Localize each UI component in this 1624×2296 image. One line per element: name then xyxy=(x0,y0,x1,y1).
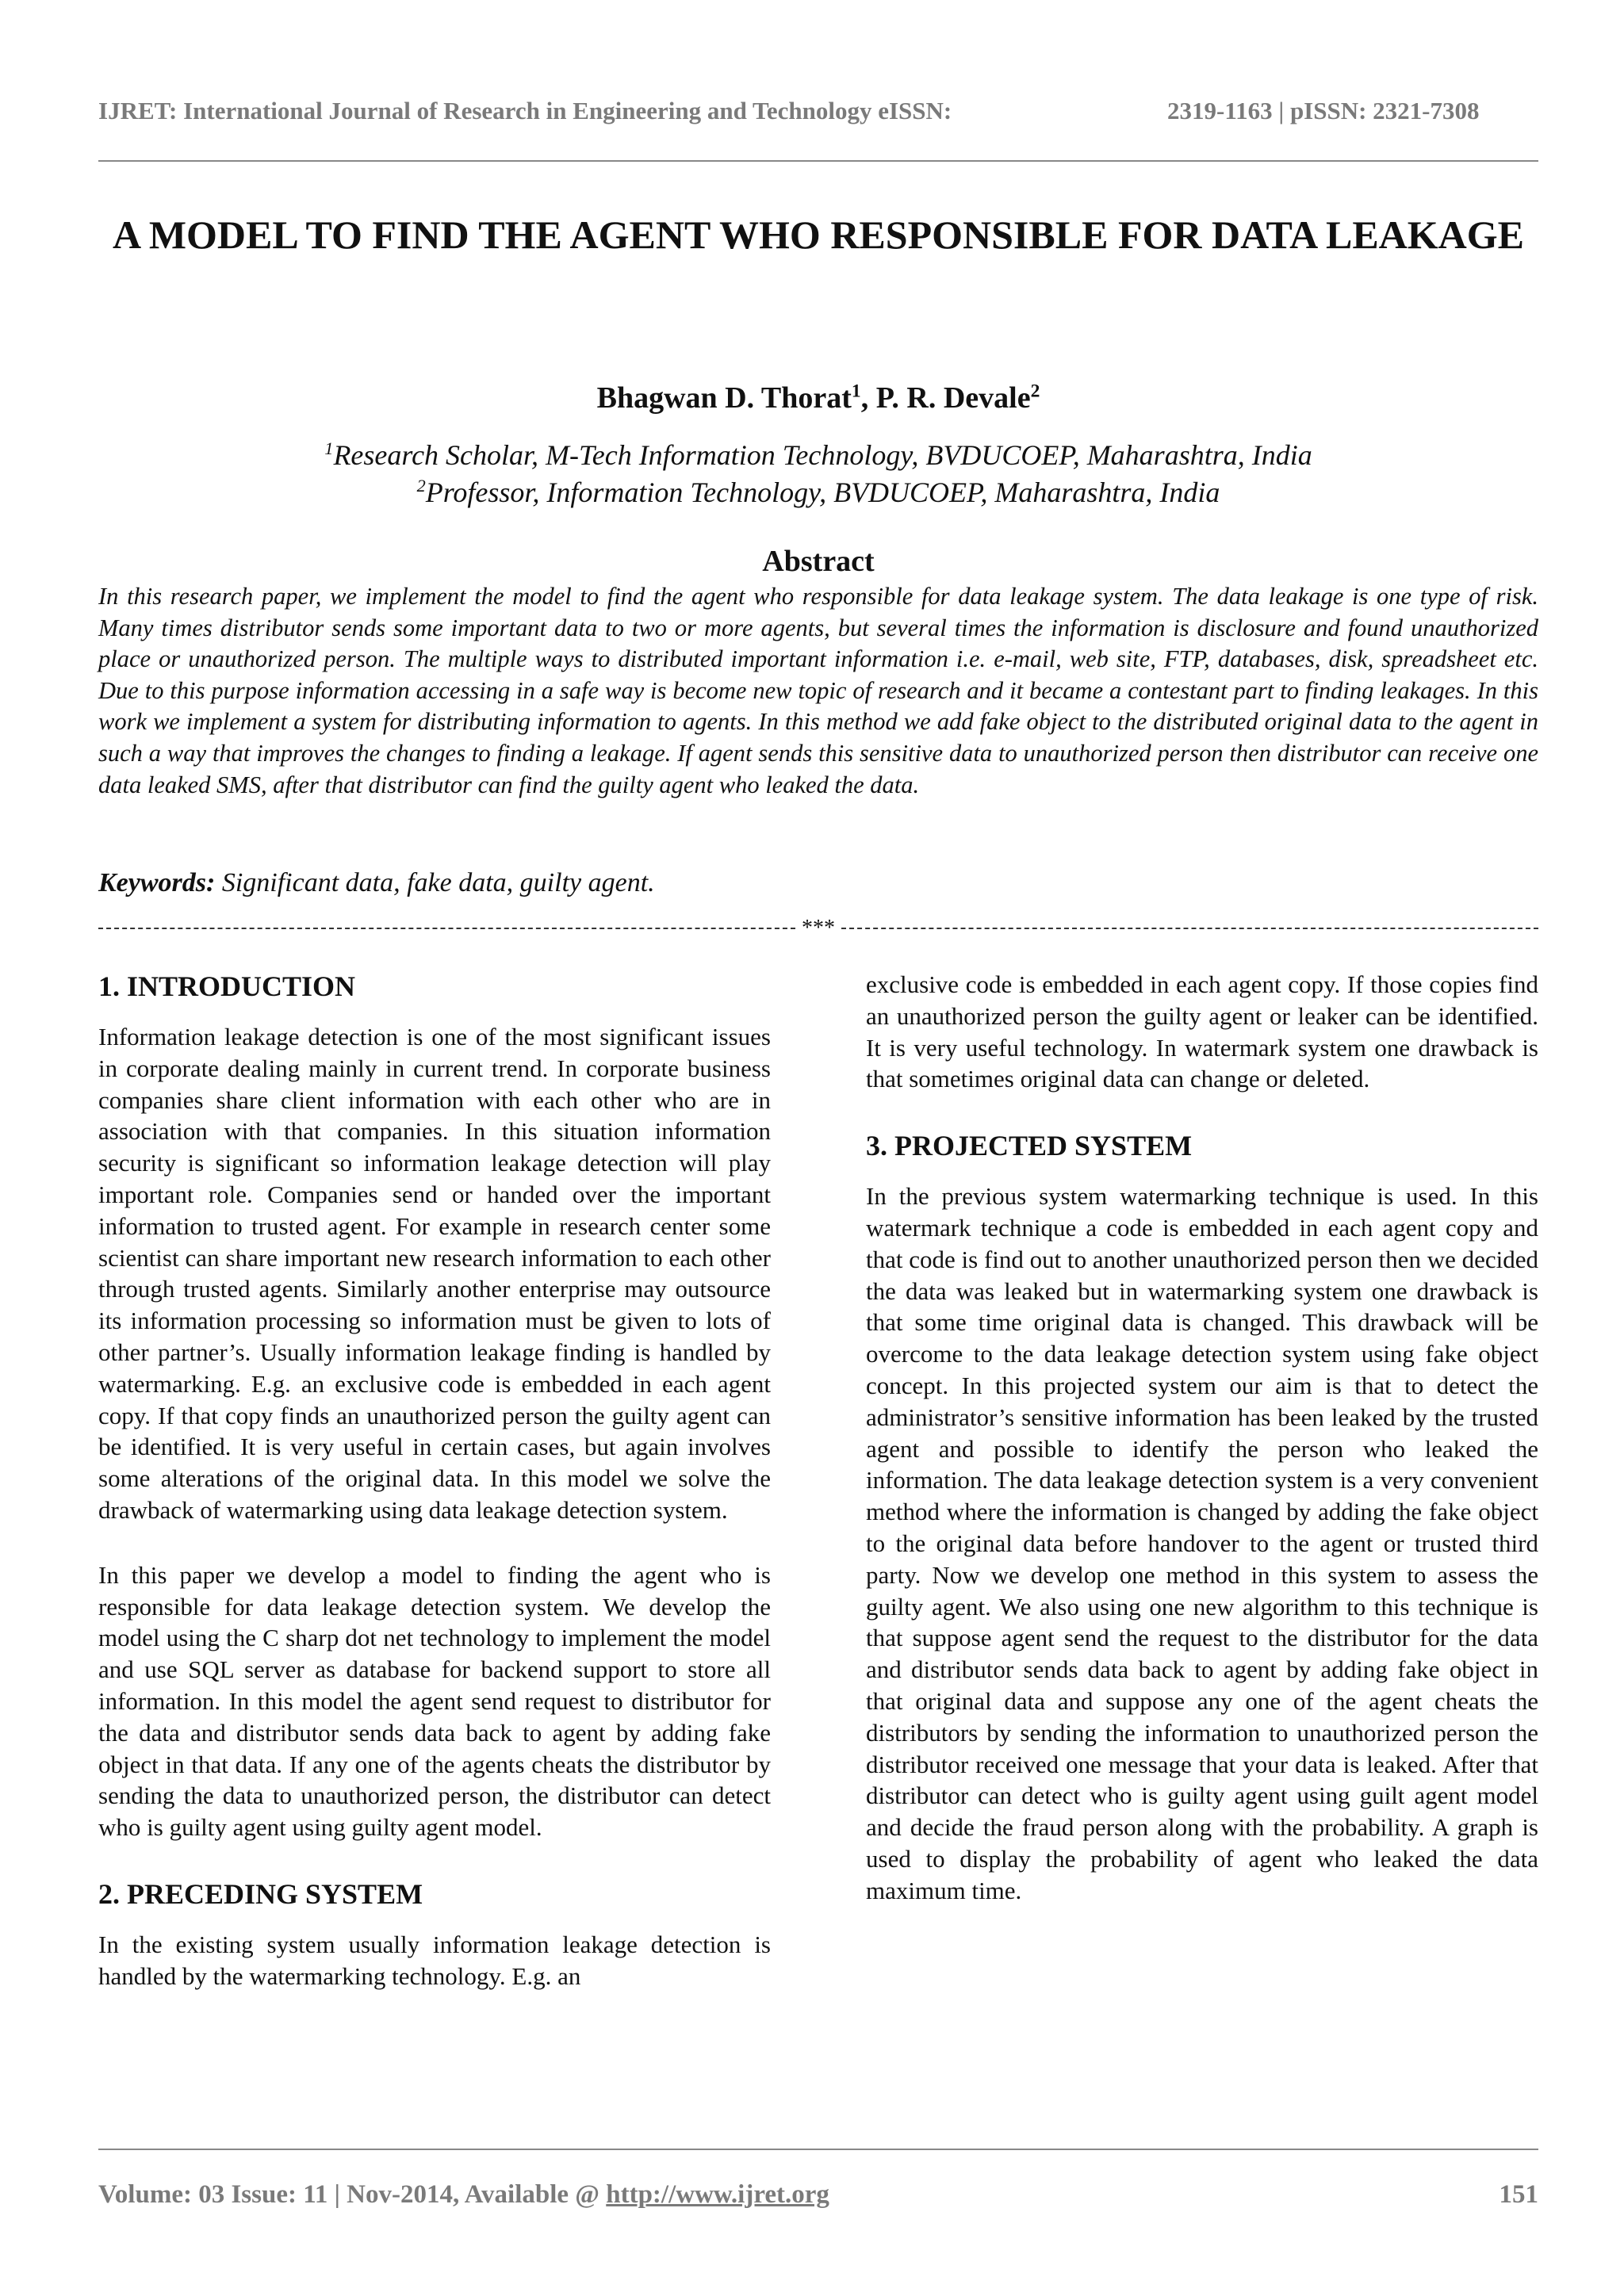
projected-system-heading: 3. PROJECTED SYSTEM xyxy=(866,1130,1193,1162)
preceding-system-paragraph-start: In the existing system usually information leakage detection is handled by the watermarking technology. E.g. an xyxy=(98,1930,771,1990)
introduction-heading: 1. INTRODUCTION xyxy=(98,970,356,1002)
running-header xyxy=(98,97,1542,125)
footer-link[interactable]: http://www.ijret.org xyxy=(606,2180,829,2209)
author-sup: 2 xyxy=(1030,381,1040,402)
journal-name: IJRET: International Journal of Research in Engineering and Technology eISSN: xyxy=(98,97,952,124)
separator-dash-left xyxy=(98,928,795,929)
header-rule xyxy=(98,160,1538,162)
author-sup: 1 xyxy=(851,381,861,402)
keywords-label: Keywords: xyxy=(98,868,216,897)
page-number: 151 xyxy=(1499,2180,1538,2209)
affiliation-text: Professor, Information Technology, BVDUCOEP, Maharashtra, India xyxy=(425,476,1220,508)
author-name: Bhagwan D. Thorat xyxy=(596,381,852,415)
introduction-paragraph-2: In this paper we develop a model to finding the agent who is responsible for data leakage detection system. We develop the model using the C sharp dot net technology to implement the model and use SQL server as database for backend support to store all information. In this model the agent send request to distributor for the data and distributor sends data back to agent by adding fake object in that data. If any one of the agents cheats the distributor by sending the data to unauthorized person, the distributor can detect who is guilty agent using guilty agent model. xyxy=(98,1560,771,1842)
author-line xyxy=(98,381,1538,415)
paper-title: A MODEL TO FIND THE AGENT WHO RESPONSIBLE FOR DATA LEAKAGE xyxy=(112,212,1525,257)
preceding-system-paragraph-continued: exclusive code is embedded in each agent copy. If those copies find an unauthorized person the guilty agent or leaker can be identified. It is very useful technology. In watermark system one drawback is that sometimes original data can change or deleted. xyxy=(866,970,1538,1093)
affiliation-2 xyxy=(98,476,1538,509)
affiliation-sup: 1 xyxy=(324,438,334,458)
affiliation-sup: 2 xyxy=(416,476,426,496)
left-column xyxy=(98,969,771,2026)
footer-text: Volume: 03 Issue: 11 | Nov-2014, Available @ xyxy=(98,2180,607,2209)
abstract-heading: Abstract xyxy=(762,545,875,578)
section-separator xyxy=(98,916,1538,940)
keywords-text: Significant data, fake data, guilty agent. xyxy=(221,868,655,897)
abstract-body: In this research paper, we implement the model to find the agent who responsible for data leakage system. The data leakage is one type of risk. Many times distributor sends some important data to two or more agents, but several times the information is disclosure and found unauthorized place or unauthorized person. The multiple ways to distributed important information i.e. e-mail, web site, FTP, databases, disk, spreadsheet etc. Due to this purpose information accessing in a safe way is become new topic of research and it became a contestant part to finding leakages. In this work we implement a system for distributing information to agents. In this method we add fake object to the distributed original data to the agent in such a way that improves the changes to finding a leakage. If agent sends this sensitive data to unauthorized person then distributor can receive one data leaked SMS, after that distributor can find the guilty agent who leaked the data. xyxy=(98,583,1538,798)
journal-issn: 2319-1163 | pISSN: 2321-7308 xyxy=(1167,97,1480,124)
footer-rule xyxy=(98,2149,1538,2150)
separator-dash-right xyxy=(841,928,1538,929)
footer xyxy=(98,2180,1538,2210)
preceding-system-heading: 2. PRECEDING SYSTEM xyxy=(98,1877,423,1910)
author-name: P. R. Devale xyxy=(875,381,1031,415)
keywords xyxy=(98,868,1538,898)
affiliation-text: Research Scholar, M-Tech Information Technology, BVDUCOEP, Maharashtra, India xyxy=(333,439,1312,471)
right-column xyxy=(866,969,1538,1940)
affiliation-1 xyxy=(98,438,1538,472)
separator-stars: *** xyxy=(802,916,835,940)
author-separator: , xyxy=(860,381,876,415)
projected-system-paragraph: In the previous system watermarking technique is used. In this watermark technique a code is embedded in each agent copy and that code is find out to another unauthorized person then we decided the data was leaked but in watermarking system one drawback is that some time original data is changed. This drawback will be overcome to the data leakage detection system using fake object concept. In this projected system our aim is that to detect the administrator’s sensitive information has been leaked by the trusted agent and possible to identify the person who leaked the information. The data leakage detection system is a very convenient method where the information is changed by adding the fake object to the original data before handover to the agent or trusted third party. Now we develop one method in this system to assess the guilty agent. We also using one new algorithm to this technique is that suppose agent send the request to the distributor for the data and distributor sends data back to agent by adding fake object in that original data and suppose any one of the agent cheats the distributors by sending the information to unauthorized person the distributor received one message that your data is leaked. After that distributor can detect who is guilty agent using guilt agent model and decide the fraud person along with the probability. A graph is used to display the probability of agent who leaked the data maximum time. xyxy=(866,1182,1538,1904)
introduction-paragraph-1: Information leakage detection is one of the most significant issues in corporate dealing mainly in current trend. In corporate business companies share client information with each other who are in association with that companies. In this situation information security is significant so information leakage detection will play important role. Companies send or handed over the important information to trusted agent. For example in research center some scientist can share important new research information to each other through trusted agents. Similarly another enterprise may outsource its information processing so information must be given to lots of other partner’s. Usually information leakage finding is handled by watermarking. E.g. an exclusive code is embedded in each agent copy. If that copy finds an unauthorized person the guilty agent can be identified. It is very useful in certain cases, but again involves some alterations of the original data. In this model we solve the drawback of watermarking using data leakage detection system. xyxy=(98,1023,771,1524)
